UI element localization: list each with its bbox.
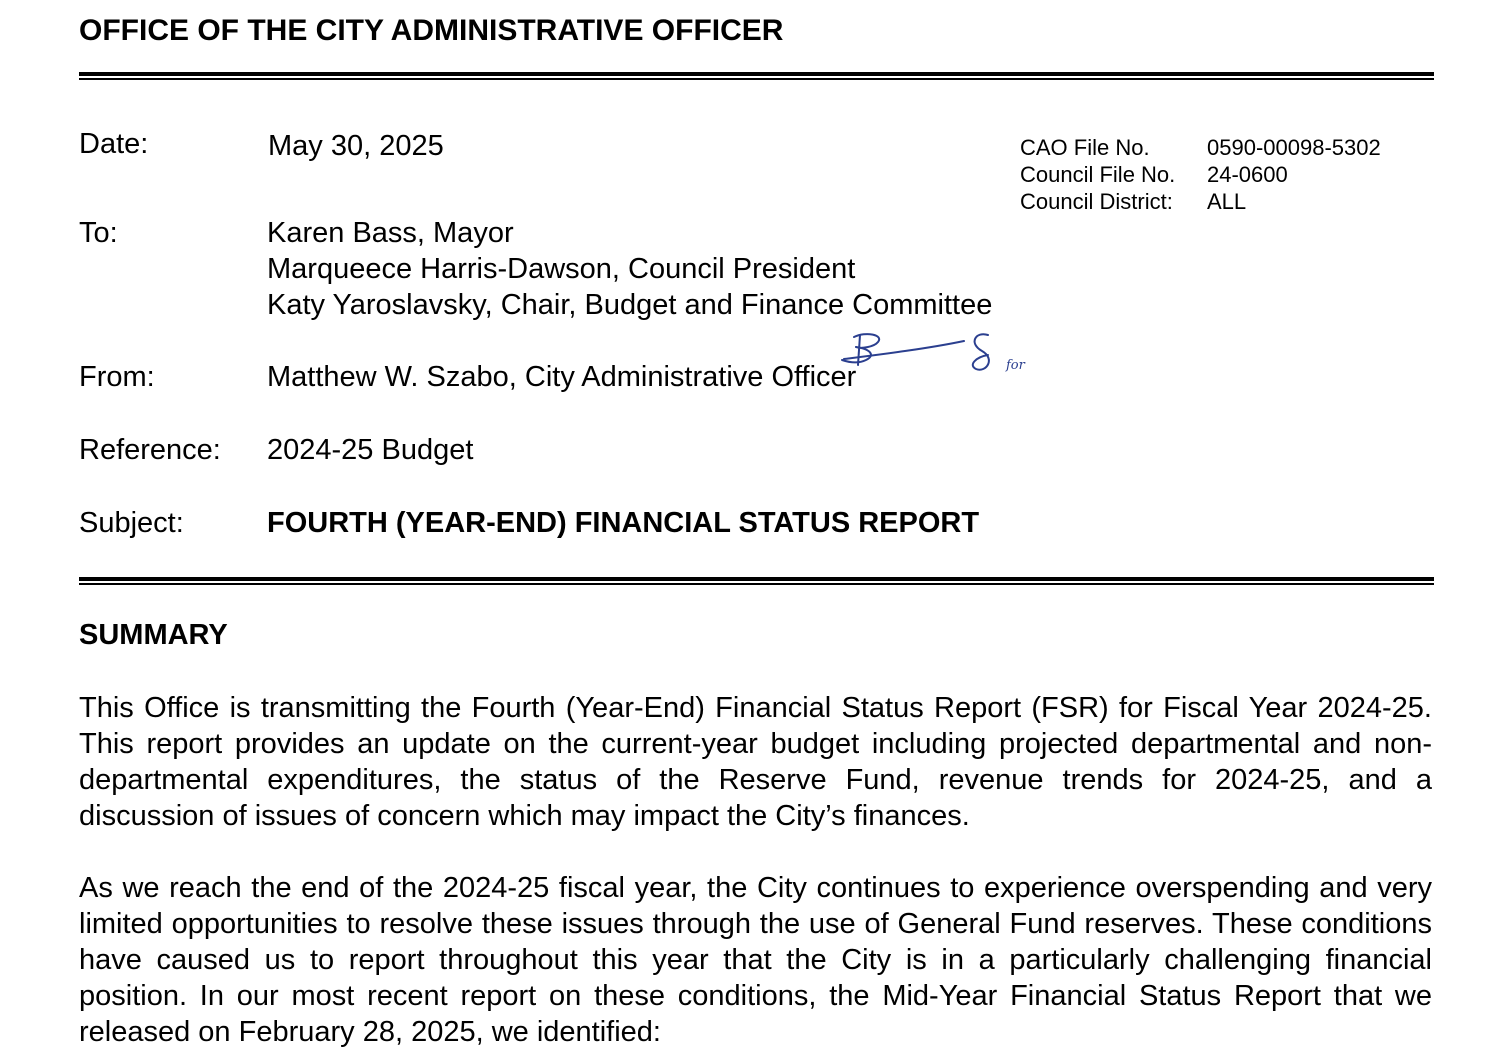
council-district-value: ALL	[1207, 189, 1247, 214]
council-district-label: Council District:	[1020, 189, 1173, 214]
signature-image	[836, 327, 1046, 387]
reference-label: Reference:	[79, 434, 221, 466]
file-info-row	[1020, 161, 1381, 188]
to-recipient-3: Katy Yaroslavsky, Chair, Budget and Finance Committee	[267, 289, 993, 321]
from-value: Matthew W. Szabo, City Administrative Officer	[267, 361, 857, 393]
date-value: May 30, 2025	[268, 130, 444, 162]
subject-label: Subject:	[79, 507, 184, 539]
header-divider	[79, 72, 1434, 80]
subject-divider	[79, 577, 1434, 585]
cao-file-value: 0590-00098-5302	[1207, 135, 1381, 160]
file-info-block	[1020, 134, 1381, 215]
council-file-value: 24-0600	[1207, 162, 1288, 187]
summary-heading: SUMMARY	[79, 619, 228, 651]
signature-annotation: for	[1006, 358, 1025, 373]
office-title: OFFICE OF THE CITY ADMINISTRATIVE OFFICER	[79, 14, 784, 47]
file-info-row	[1020, 188, 1381, 215]
summary-paragraph-1: This Office is transmitting the Fourth (Year-End) Financial Status Report (FSR) for Fiscal Year 2024-25. This report provides an update on the current-year budget including projected departmental and non-departmental expenditures, the status of the Reserve Fund, revenue trends for 2024-25, and a discussion of issues of concern which may impact the City’s finances.	[79, 692, 1432, 832]
to-recipient-1: Karen Bass, Mayor	[267, 217, 514, 249]
date-label: Date:	[79, 128, 149, 160]
cao-file-label: CAO File No.	[1020, 135, 1150, 160]
subject-value: FOURTH (YEAR-END) FINANCIAL STATUS REPORT	[267, 507, 980, 539]
to-label: To:	[79, 217, 118, 249]
from-label: From:	[79, 361, 155, 393]
to-recipient-2: Marqueece Harris-Dawson, Council President	[267, 253, 856, 285]
file-info-row	[1020, 134, 1381, 161]
summary-paragraph-2: As we reach the end of the 2024-25 fiscal year, the City continues to experience overspending and very limited opportunities to resolve these issues through the use of General Fund reserves. These conditions have caused us to report throughout this year that the City is in a particularly challenging financial position. In our most recent report on these conditions, the Mid-Year Financial Status Report that we released on February 28, 2025, we identified:	[79, 872, 1432, 1048]
council-file-label: Council File No.	[1020, 162, 1176, 187]
reference-value: 2024-25 Budget	[267, 434, 474, 466]
